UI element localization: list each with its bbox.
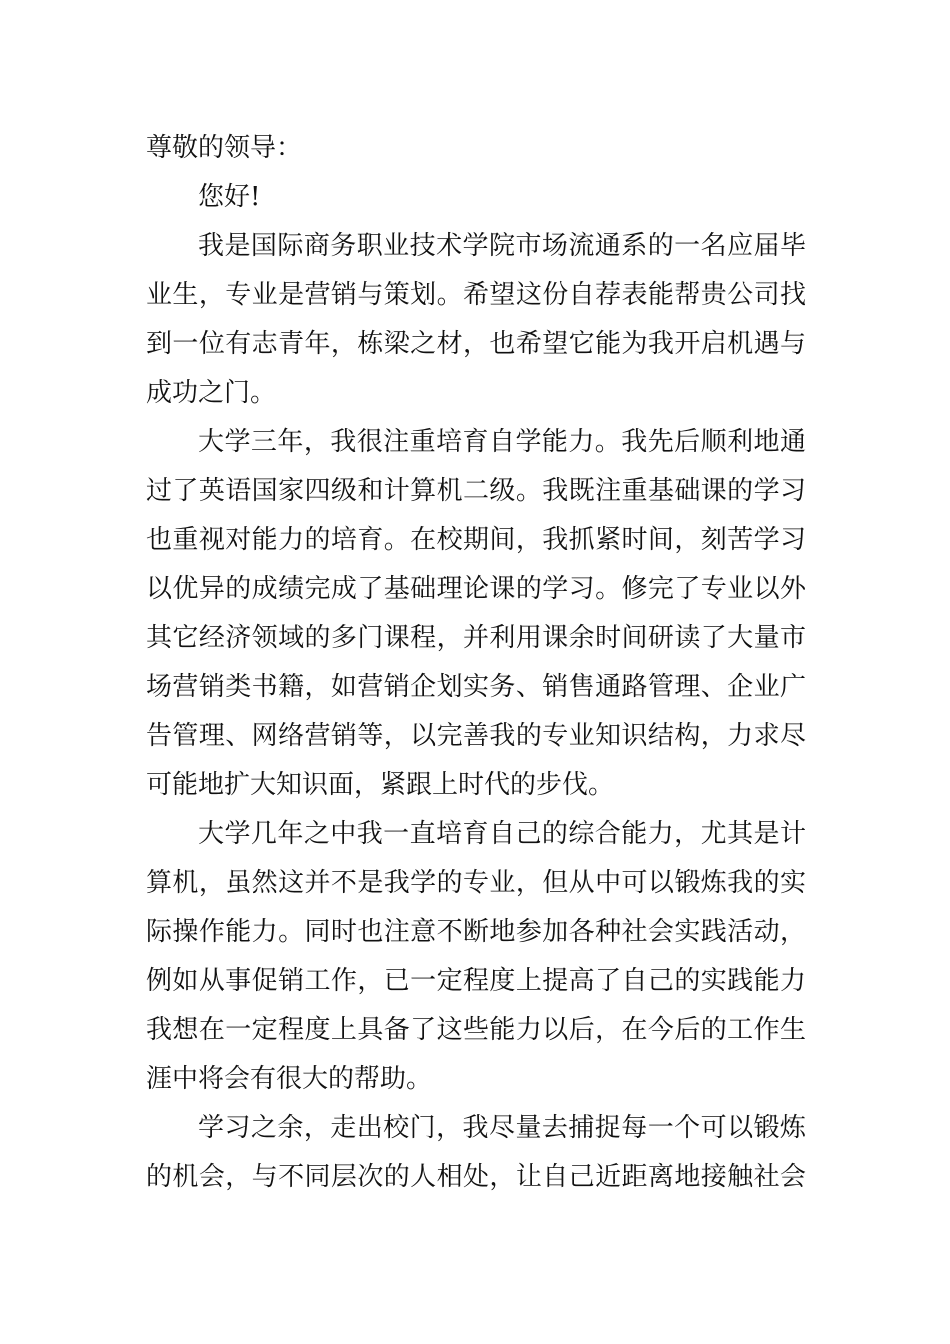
paragraph-line: 我想在一定程度上具备了这些能力以后，在今后的工作生 <box>146 1015 806 1045</box>
paragraph-1 <box>146 222 806 418</box>
paragraph-line: 可能地扩大知识面，紧跟上时代的步伐。 <box>146 770 615 800</box>
paragraph-line: 的机会，与不同层次的人相处，让自己近距离地接触社会 <box>146 1162 806 1192</box>
paragraph-line: 际操作能力。同时也注意不断地参加各种社会实践活动， <box>146 917 806 947</box>
paragraph-3 <box>146 810 806 1104</box>
paragraph-line: 以优异的成绩完成了基础理论课的学习。修完了专业以外 <box>146 574 806 604</box>
paragraph-line: 例如从事促销工作，已一定程度上提高了自己的实践能力 <box>146 966 806 996</box>
paragraph-line: 大学三年，我很注重培育自学能力。我先后顺利地通 <box>198 427 806 457</box>
paragraph-line: 我是国际商务职业技术学院市场流通系的一名应届毕 <box>198 231 806 261</box>
paragraph-line: 其它经济领域的多门课程，并利用课余时间研读了大量市 <box>146 623 806 653</box>
greeting: 您好! <box>198 182 261 212</box>
paragraph-2 <box>146 418 806 810</box>
paragraph-line: 业生，专业是营销与策划。希望这份自荐表能帮贵公司找 <box>146 280 806 310</box>
letter-body <box>146 124 806 1202</box>
paragraph-line: 过了英语国家四级和计算机二级。我既注重基础课的学习 <box>146 476 806 506</box>
paragraph-line: 告管理、网络营销等，以完善我的专业知识结构，力求尽 <box>146 721 806 751</box>
paragraph-line: 算机，虽然这并不是我学的专业，但从中可以锻炼我的实 <box>146 868 806 898</box>
salutation: 尊敬的领导： <box>146 133 303 163</box>
paragraph-line: 涯中将会有很大的帮助。 <box>146 1064 433 1094</box>
paragraph-line: 学习之余，走出校门，我尽量去捕捉每一个可以锻炼 <box>198 1113 806 1143</box>
paragraph-line: 也重视对能力的培育。在校期间，我抓紧时间，刻苦学习 <box>146 525 806 555</box>
paragraph-line: 大学几年之中我一直培育自己的综合能力，尤其是计 <box>198 819 806 849</box>
paragraph-line: 成功之门。 <box>146 378 277 408</box>
paragraph-line: 场营销类书籍，如营销企划实务、销售通路管理、企业广 <box>146 672 806 702</box>
paragraph-line: 到一位有志青年，栋梁之材，也希望它能为我开启机遇与 <box>146 329 806 359</box>
paragraph-4 <box>146 1104 806 1202</box>
